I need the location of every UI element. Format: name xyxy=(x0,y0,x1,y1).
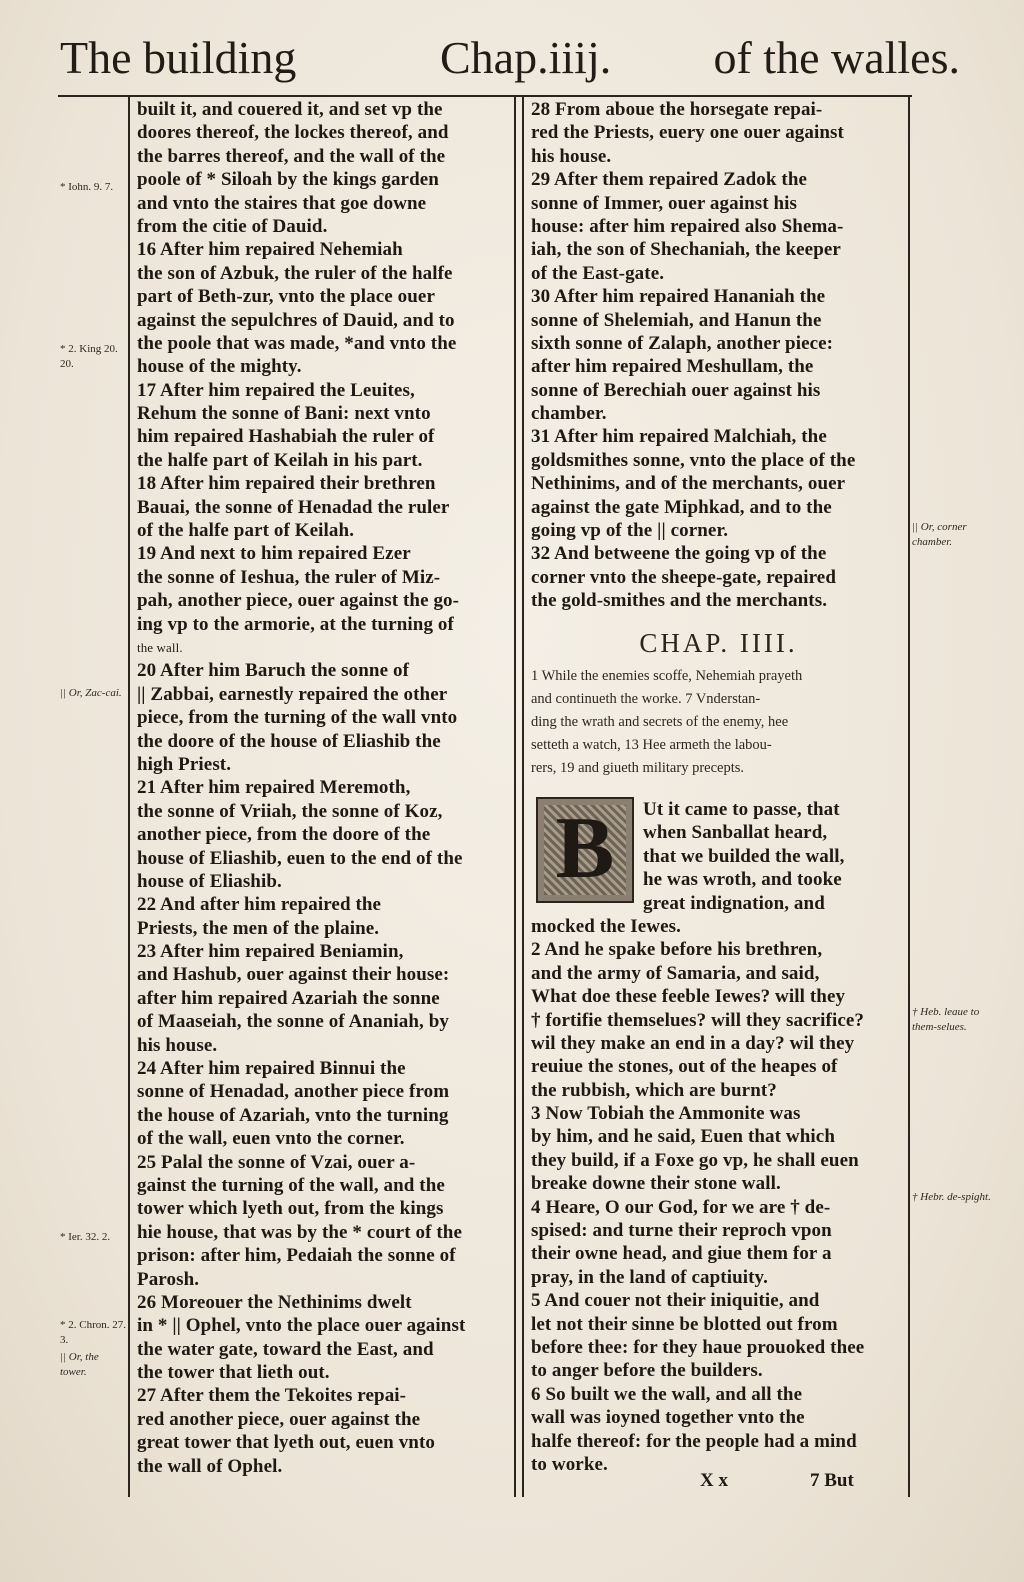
text-line: sonne of Berechiah ouer against his xyxy=(531,379,821,401)
right-text-column xyxy=(531,98,906,613)
margin-note-john: * Iohn. 9. 7. xyxy=(60,181,114,193)
summary-line: rers, 19 and giueth military precepts. xyxy=(531,760,745,776)
text-line: spised: and turne their reproch vpon xyxy=(531,1220,832,1242)
text-line: sonne of Shelemiah, and Hanun the xyxy=(531,309,822,331)
text-line: Rehum the sonne of Bani: next vnto xyxy=(137,403,431,425)
text-line: against the sepulchres of Dauid, and to xyxy=(137,309,455,331)
header-right: of the walles. xyxy=(713,32,960,83)
text-line: red another piece, ouer against the xyxy=(137,1408,421,1430)
text-line: Nethinims, and of the merchants, ouer xyxy=(531,473,846,495)
running-header xyxy=(60,28,960,88)
chapter-heading: CHAP. IIII. xyxy=(639,628,798,658)
text-line: gainst the turning of the wall, and the xyxy=(137,1174,445,1196)
text-line: the halfe part of Keilah in his part. xyxy=(137,449,423,471)
text-line: 3 Now Tobiah the Ammonite was xyxy=(531,1103,801,1125)
text-line: after him repaired Azariah the sonne xyxy=(137,987,440,1009)
text-line: 30 After him repaired Hananiah the xyxy=(531,286,826,308)
text-line: after him repaired Meshullam, the xyxy=(531,356,814,378)
text-line: 17 After him repaired the Leuites, xyxy=(137,379,415,401)
chapter-summary xyxy=(531,665,906,780)
margin-note-zaccai: || Or, Zac-cai. xyxy=(60,687,122,699)
text-line: sonne of Henadad, another piece from xyxy=(137,1081,450,1103)
text-line: the barres thereof, and the wall of the xyxy=(137,145,446,167)
text-line: part of Beth-zur, vnto the place ouer xyxy=(137,286,435,308)
text-line: sonne of Immer, ouer against his xyxy=(531,192,798,214)
text-line: and vnto the staires that goe downe xyxy=(137,192,427,214)
text-line: by him, and he said, Euen that which xyxy=(531,1126,835,1148)
margin-note-tower: || Or, the tower. xyxy=(60,1351,99,1378)
text-line: the poole that was made, *and vnto the xyxy=(137,332,457,354)
text-line: the tower that lieth out. xyxy=(137,1362,330,1384)
text-line: against the gate Miphkad, and to the xyxy=(531,496,832,518)
text-line: piece, from the turning of the wall vnto xyxy=(137,707,458,729)
text-line: 21 After him repaired Meremoth, xyxy=(137,777,411,799)
left-margin-rule xyxy=(128,97,130,1497)
text-line: to anger before the builders. xyxy=(531,1360,763,1382)
text-line: 24 After him repaired Binnui the xyxy=(137,1058,406,1080)
text-line: || Zabbai, earnestly repaired the other xyxy=(137,683,448,705)
text-line: 25 Palal the sonne of Vzai, ouer a- xyxy=(137,1151,416,1173)
text-line: red the Priests, euery one ouer against xyxy=(531,122,844,144)
left-text-column xyxy=(137,98,513,1478)
text-line: another piece, from the doore of the xyxy=(137,824,431,846)
text-line: the doore of the house of Eliashib the xyxy=(137,730,441,752)
text-line: 6 So built we the wall, and all the xyxy=(531,1383,803,1405)
margin-note-kings: * 2. King 20. 20. xyxy=(60,343,118,370)
summary-line: ding the wrath and secrets of the enemy, hee xyxy=(531,714,789,730)
text-line: 5 And couer not their iniquitie, and xyxy=(531,1290,820,1312)
text-line: Ut it came to passe, that xyxy=(643,799,840,820)
margin-note-leaue: † Heb. leaue to them-selues. xyxy=(912,1006,980,1033)
signature-mark: X x xyxy=(700,1470,728,1491)
text-line: his house. xyxy=(531,145,612,167)
text-line: 18 After him repaired their brethren xyxy=(137,473,436,495)
text-line: poole of * Siloah by the kings garden xyxy=(137,169,439,191)
header-left: The building xyxy=(60,32,297,83)
text-line: 22 And after him repaired the xyxy=(137,894,382,916)
initial-letter: B xyxy=(555,800,615,897)
text-line: from the citie of Dauid. xyxy=(137,215,328,237)
text-line: the sonne of Ieshua, the ruler of Miz- xyxy=(137,566,441,588)
text-line: pray, in the land of captiuity. xyxy=(531,1266,768,1288)
text-line: that we builded the wall, xyxy=(643,845,845,867)
text-line: 20 After him Baruch the sonne of xyxy=(137,660,410,682)
text-line: 23 After him repaired Beniamin, xyxy=(137,941,404,963)
text-line: the son of Azbuk, the ruler of the halfe xyxy=(137,262,453,284)
margin-note-corner: || Or, corner chamber. xyxy=(912,521,967,548)
text-line: the sonne of Vriiah, the sonne of Koz, xyxy=(137,800,443,822)
text-line: What doe these feeble Iewes? will they xyxy=(531,986,846,1008)
text-line: goldsmithes sonne, vnto the place of the xyxy=(531,449,856,471)
text-line: high Priest. xyxy=(137,753,232,775)
text-line: the house of Azariah, vnto the turning xyxy=(137,1104,449,1126)
text-line: he was wroth, and tooke xyxy=(643,869,842,891)
text-line: 19 And next to him repaired Ezer xyxy=(137,543,411,565)
text-line: † fortifie themselues? will they sacrifice? xyxy=(531,1009,865,1031)
margin-note-despight: † Hebr. de-spight. xyxy=(912,1191,991,1203)
center-rule-b xyxy=(522,97,524,1497)
text-line: prison: after him, Pedaiah the sonne of xyxy=(137,1245,456,1267)
text-line: house: after him repaired also Shema- xyxy=(531,215,844,237)
text-line: 16 After him repaired Nehemiah xyxy=(137,239,403,261)
header-chapter: Chap.iiij. xyxy=(440,32,612,83)
text-line: breake downe their stone wall. xyxy=(531,1173,781,1195)
text-line: Priests, the men of the plaine. xyxy=(137,917,380,939)
chapter-body xyxy=(531,798,906,1476)
text-line: wall was ioyned together vnto the xyxy=(531,1407,805,1429)
catchword: 7 But xyxy=(810,1470,854,1491)
text-line: reuiue the stones, out of the heapes of xyxy=(531,1056,838,1078)
text-line: before thee: for they haue prouoked thee xyxy=(531,1336,865,1358)
text-line: tower which lyeth out, from the kings xyxy=(137,1198,444,1220)
text-line: doores thereof, the lockes thereof, and xyxy=(137,122,449,144)
summary-line: 1 While the enemies scoffe, Nehemiah prayeth xyxy=(531,668,803,684)
text-line: him repaired Hashabiah the ruler of xyxy=(137,426,435,448)
text-line: in * || Ophel, vnto the place ouer against xyxy=(137,1315,466,1337)
text-line: 28 From aboue the horsegate repai- xyxy=(531,99,823,120)
margin-note-jer: * Ier. 32. 2. xyxy=(60,1231,111,1243)
text-line: the wall of Ophel. xyxy=(137,1455,283,1477)
text-line: of the wall, euen vnto the corner. xyxy=(137,1128,405,1150)
text-line: pah, another piece, ouer against the go- xyxy=(137,590,460,612)
text-line: 31 After him repaired Malchiah, the xyxy=(531,426,827,448)
text-line: sixth sonne of Zalaph, another piece: xyxy=(531,332,834,354)
right-margin-rule xyxy=(908,97,910,1497)
text-line: going vp of the || corner. xyxy=(531,520,729,542)
text-line: iah, the son of Shechaniah, the keeper xyxy=(531,239,841,261)
text-line: 26 Moreouer the Nethinims dwelt xyxy=(137,1291,412,1313)
text-line: wil they make an end in a day? wil they xyxy=(531,1032,855,1054)
text-line: of Maaseiah, the sonne of Ananiah, by xyxy=(137,1011,449,1033)
text-line: chamber. xyxy=(531,403,607,425)
text-line: when Sanballat heard, xyxy=(643,822,828,844)
text-line: the rubbish, which are burnt? xyxy=(531,1079,777,1101)
text-line: Bauai, the sonne of Henadad the ruler xyxy=(137,496,450,518)
text-line: and Hashub, ouer against their house: xyxy=(137,964,450,986)
text-line: Parosh. xyxy=(137,1268,200,1290)
text-line: great indignation, and xyxy=(643,892,825,914)
summary-line: setteth a watch, 13 Hee armeth the labou- xyxy=(531,737,772,753)
text-line: they build, if a Foxe go vp, he shall euen xyxy=(531,1149,859,1171)
text-line: 29 After them repaired Zadok the xyxy=(531,169,808,191)
text-line: of the halfe part of Keilah. xyxy=(137,520,355,542)
summary-line: and continueth the worke. 7 Vnderstan- xyxy=(531,691,761,707)
text-line: mocked the Iewes. xyxy=(531,915,681,937)
text-line: 2 And he spake before his brethren, xyxy=(531,939,823,961)
text-line: to worke. xyxy=(531,1453,608,1475)
text-line: the gold-smithes and the merchants. xyxy=(531,590,828,612)
text-line: 27 After them the Tekoites repai- xyxy=(137,1385,407,1407)
text-line: house of the mighty. xyxy=(137,356,302,378)
text-line: the water gate, toward the East, and xyxy=(137,1338,434,1360)
text-line: halfe thereof: for the people had a mind xyxy=(531,1430,857,1452)
text-line: hie house, that was by the * court of the xyxy=(137,1221,462,1243)
text-line: corner vnto the sheepe-gate, repaired xyxy=(531,566,836,588)
text-line: built it, and couered it, and set vp the xyxy=(137,99,443,120)
center-rule-a xyxy=(514,97,516,1497)
text-line: his house. xyxy=(137,1034,218,1056)
text-line: house of Eliashib. xyxy=(137,870,282,892)
text-line: of the East-gate. xyxy=(531,262,665,284)
text-line: ing vp to the armorie, at the turning of xyxy=(137,613,454,635)
text-line: the wall. xyxy=(137,639,183,655)
text-line: 32 And betweene the going vp of the xyxy=(531,543,827,565)
text-line: and the army of Samaria, and said, xyxy=(531,962,820,984)
text-line: house of Eliashib, euen to the end of the xyxy=(137,847,463,869)
text-line: 4 Heare, O our God, for we are † de- xyxy=(531,1196,831,1218)
text-line: let not their sinne be blotted out from xyxy=(531,1313,838,1335)
text-line: great tower that lyeth out, euen vnto xyxy=(137,1432,435,1454)
text-line: their owne head, and giue them for a xyxy=(531,1243,832,1265)
margin-note-chron: * 2. Chron. 27. 3. xyxy=(60,1319,126,1346)
header-rule xyxy=(58,95,912,97)
